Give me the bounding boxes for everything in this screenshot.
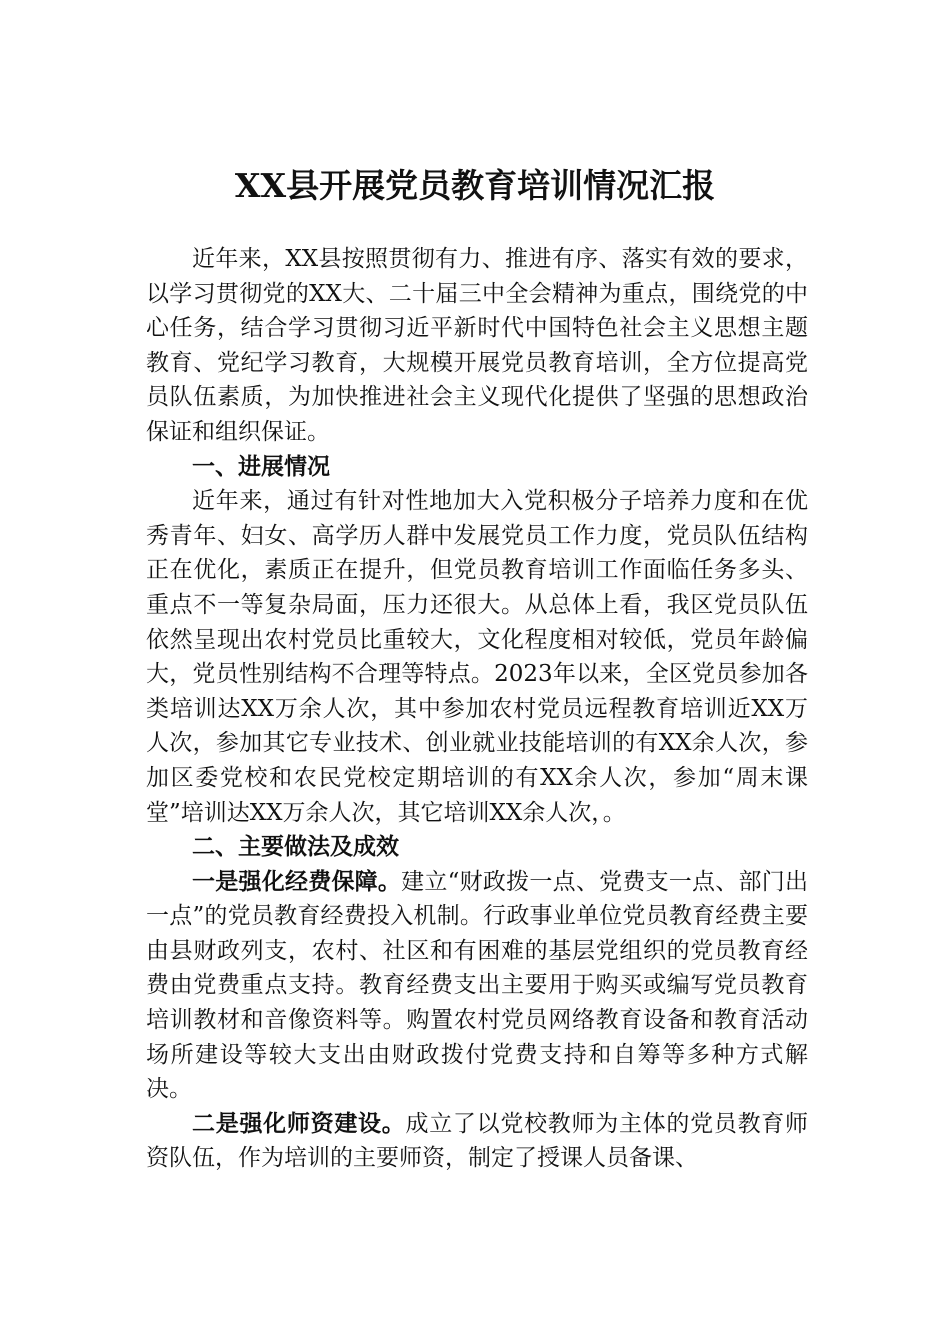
section-1-heading: 一、进展情况	[192, 452, 330, 480]
item-1-text: 建立“财政拨一点、党费支一点、部门出一点”的党员教育经费投入机制。行政事业单位党员教育经费主要由县财政列支，农村、社区和有困难的基层党组织的党员教育经费由党费重点支持。教育经费支出主要用于购买或编写党员教育培训教材和音像资料等。购置农村党员网络教育设备和教育活动场所建设等较大支出由财政拨付党费支持和自筹等多种方式解决。	[146, 868, 809, 1103]
item-2-lead: 二是强化师资建设。	[192, 1109, 406, 1137]
section-1-paragraph: 近年来，通过有针对性地加大入党积极分子培养力度和在优秀青年、妇女、高学历人群中发展党员工作力度，党员队伍结构正在优化，素质正在提升，但党员教育培训工作面临任务多头、重点不一等复杂局面，压力还很大。从总体上看，我区党员队伍依然呈现出农村党员比重较大，文化程度相对较低，党员年龄偏大，党员性别结构不合理等特点。2023年以来，全区党员参加各类培训达XX万余人次，其中参加农村党员远程教育培训近XX万人次，参加其它专业技术、创业就业技能培训的有XX余人次，参加区委党校和农民党校定期培训的有XX余人次，参加“周末课堂”培训达XX万余人次，其它培训XX余人次，。	[146, 488, 808, 826]
intro-paragraph: 近年来，XX县按照贯彻有力、推进有序、落实有效的要求，以学习贯彻党的XX大、二十届三中全会精神为重点，围绕党的中心任务，结合学习贯彻习近平新时代中国特色社会主义思想主题教育、党纪学习教育，大规模开展党员教育培训，全方位提高党员队伍素质，为加快推进社会主义现代化提供了坚强的思想政治保证和组织保证。	[146, 246, 808, 445]
item-1-lead: 一是强化经费保障。	[192, 867, 402, 895]
document-body	[146, 242, 808, 1176]
document-title: XX县开展党员教育培训情况汇报	[234, 166, 716, 205]
section-2-heading: 二、主要做法及成效	[192, 833, 399, 861]
item-2-text: 成立了以党校教师为主体的党员教育师资队伍，作为培训的主要师资，制定了授课人员备课、	[146, 1110, 809, 1172]
section-2-item-1	[146, 865, 808, 1107]
section-2-item-2	[146, 1107, 808, 1176]
